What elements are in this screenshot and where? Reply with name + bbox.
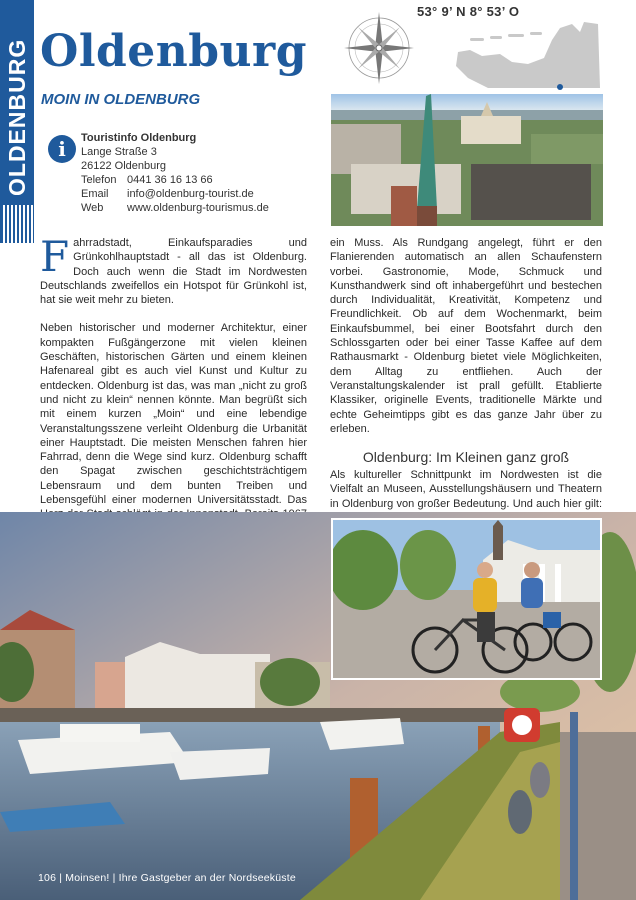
web-value[interactable]: www.oldenburg-tourismus.de bbox=[127, 202, 269, 214]
coordinates: 53° 9’ N 8° 53’ O bbox=[417, 4, 520, 19]
info-city: 26122 Oldenburg bbox=[81, 160, 167, 172]
info-icon: i bbox=[48, 135, 76, 163]
page-subtitle: MOIN IN OLDENBURG bbox=[41, 91, 201, 108]
email-label: Email bbox=[81, 188, 109, 200]
email-value[interactable]: info@oldenburg-tourist.de bbox=[127, 188, 254, 200]
page-footer: 106 | Moinsen! | Ihre Gastgeber an der Nordseeküste bbox=[38, 872, 296, 884]
info-street: Lange Straße 3 bbox=[81, 146, 157, 158]
info-phone-row bbox=[81, 173, 269, 187]
section-heading: Oldenburg: Im Kleinen ganz groß bbox=[362, 449, 570, 466]
info-title: Touristinfo Oldenburg bbox=[81, 132, 197, 144]
compass-icon bbox=[344, 6, 414, 86]
body-paragraph-1: Neben historischer und moderner Architektur, einer kompakten Fußgängerzone mit vielen kleinen Geschäften, historischen Gärten und einem kleinen Hafenareal gibt es auch viel Kunst und Kultur zu entdecken. Oldenburg ist das, was man „nicht zu groß und nicht zu klein“ nennen könnte. Man begrüßt sich mit einem kurzen „Moin“ und eine lebendige Veranstaltungsszene verleiht Oldenburg die Urbanität einer Hauptstadt. Die meisten Menschen fahren hier Fahrrad, denn die Wege sind kurz. Oldenburg schafft den Spagat zwischen geschichtsträchtigem Lebensraum und dem bunten Treiben und Lebensgefühl einer modernen Universitätsstadt. Das bbox=[40, 322, 307, 507]
map-icon bbox=[448, 18, 603, 92]
side-stripes bbox=[0, 205, 34, 243]
cyclists-photo bbox=[331, 518, 602, 680]
intro-text: ahrradstadt, Einkaufsparadies und Grünkohlhauptstadt - all das ist Oldenburg. Doch auch wenn die Stadt im Nordwesten Deutschlands zweifellos ein Hotspot für Grünkohl ist, hat sie weit mehr zu bieten. bbox=[40, 237, 307, 307]
phone-label: Telefon bbox=[81, 174, 117, 186]
side-band bbox=[0, 0, 34, 243]
side-label: OLDENBURG bbox=[4, 38, 30, 196]
contact-info bbox=[81, 131, 269, 215]
body-paragraph-3: Als kultureller Schnittpunkt im Nordwesten ist die Vielfalt an Museen, Ausstellungshäusern und Theatern in Oldenburg von großer Bedeutung. Und auch hier gilt: bbox=[330, 469, 602, 510]
info-web-row bbox=[81, 201, 269, 215]
body-paragraph-2: ein Muss. Als Rundgang angelegt, führt er den Flanierenden automatisch an allen Schaufenstern vorbei. Gastronomie, Mode, Schmuck und Kunsthandwerk sind oft inhabergeführt und bestechen durch Individualität, Kreativität, Kompetenz und Freundlichkeit. Ob auf dem Wochenmarkt, beim Einkaufsbummel, bei einer Bootsfahrt durch den Schlossgarten oder bei einer Tasse Kaffee auf dem Rathausmarkt - Oldenburg bietet viele Möglichkeiten, dem Alltag zu entfliehen. Auch der Veranstaltungskalender ist prall gefüllt. Etablierte Klassiker, originelle Events, traditionelle Märkte und echte Geheimtipps gibt es das ganze Jahr über zu erleben. bbox=[330, 237, 602, 435]
phone-value: 0441 36 16 13 66 bbox=[127, 174, 213, 186]
page-title: Oldenburg bbox=[40, 26, 307, 77]
intro-paragraph bbox=[40, 232, 307, 307]
dropcap: F bbox=[40, 232, 70, 281]
web-label: Web bbox=[81, 202, 104, 214]
city-aerial-photo bbox=[331, 94, 603, 226]
info-email-row bbox=[81, 187, 269, 201]
